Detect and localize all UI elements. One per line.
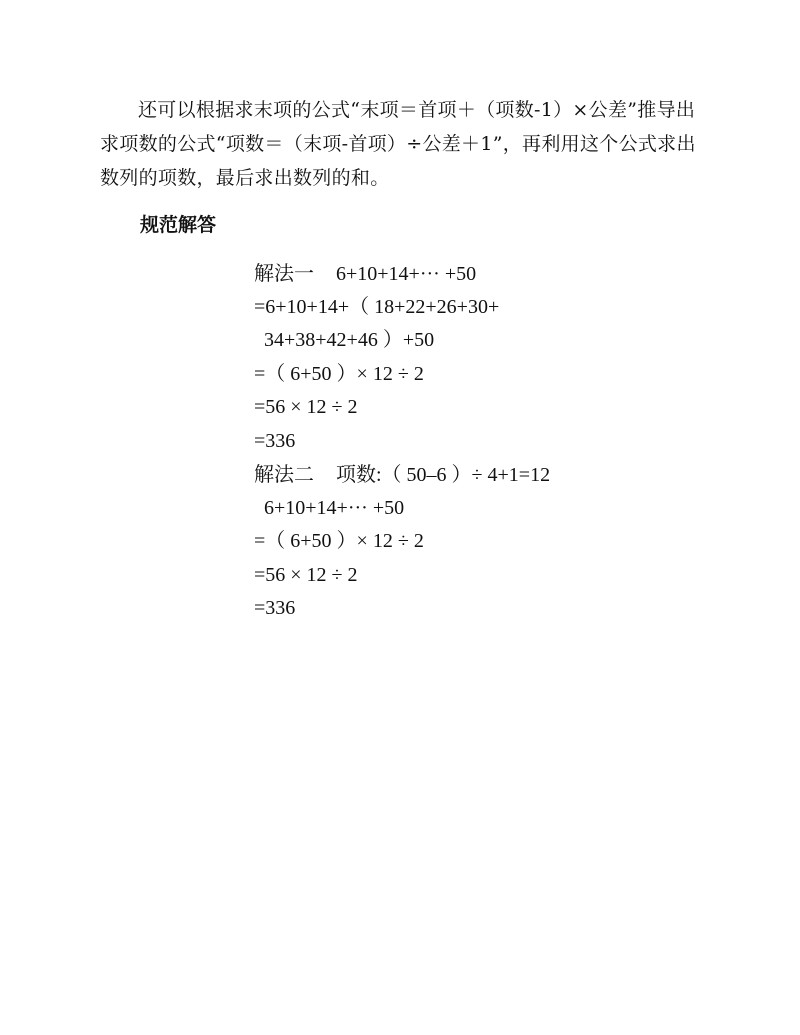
explanation-line-2: 导出求项数的公式“项数＝（末项-首项）÷公差＋1”，再利用这个 bbox=[100, 99, 696, 155]
section-heading: 规范解答 bbox=[140, 214, 217, 236]
method1-step-3: =（ 6+50 ）× 12 ÷ 2 bbox=[254, 362, 424, 385]
method1-label: 解法一 bbox=[254, 261, 314, 285]
method1-step-1: =6+10+14+（ 18+22+26+30+ bbox=[254, 295, 500, 318]
solution-block bbox=[254, 257, 714, 626]
method1-step-4: =56 × 12 ÷ 2 bbox=[254, 396, 358, 418]
method2-header bbox=[254, 458, 714, 492]
method1-header bbox=[254, 257, 714, 291]
explanation-paragraph bbox=[100, 93, 710, 195]
explanation-line-1: 还可以根据求末项的公式“末项＝首项＋（项数-1）×公差”推 bbox=[138, 99, 657, 121]
method1-expression: 6+10+14+··· +50 bbox=[336, 263, 477, 285]
method2-step-1: 6+10+14+··· +50 bbox=[264, 496, 405, 519]
method2-step-2: =（ 6+50 ）× 12 ÷ 2 bbox=[254, 530, 424, 552]
method2-step-3: =56 × 12 ÷ 2 bbox=[254, 563, 358, 586]
method2-step-4: =336 bbox=[254, 597, 296, 619]
method1-step-2: 34+38+42+46 ）+50 bbox=[264, 329, 435, 351]
method2-expression: 项数:（ 50–6 ）÷ 4+1=12 bbox=[336, 464, 551, 486]
explanation-line-3: 公式求出数列的项数，最后求出数列的和。 bbox=[100, 133, 696, 189]
method1-step-5: =336 bbox=[254, 429, 296, 452]
method2-label: 解法二 bbox=[254, 462, 314, 486]
